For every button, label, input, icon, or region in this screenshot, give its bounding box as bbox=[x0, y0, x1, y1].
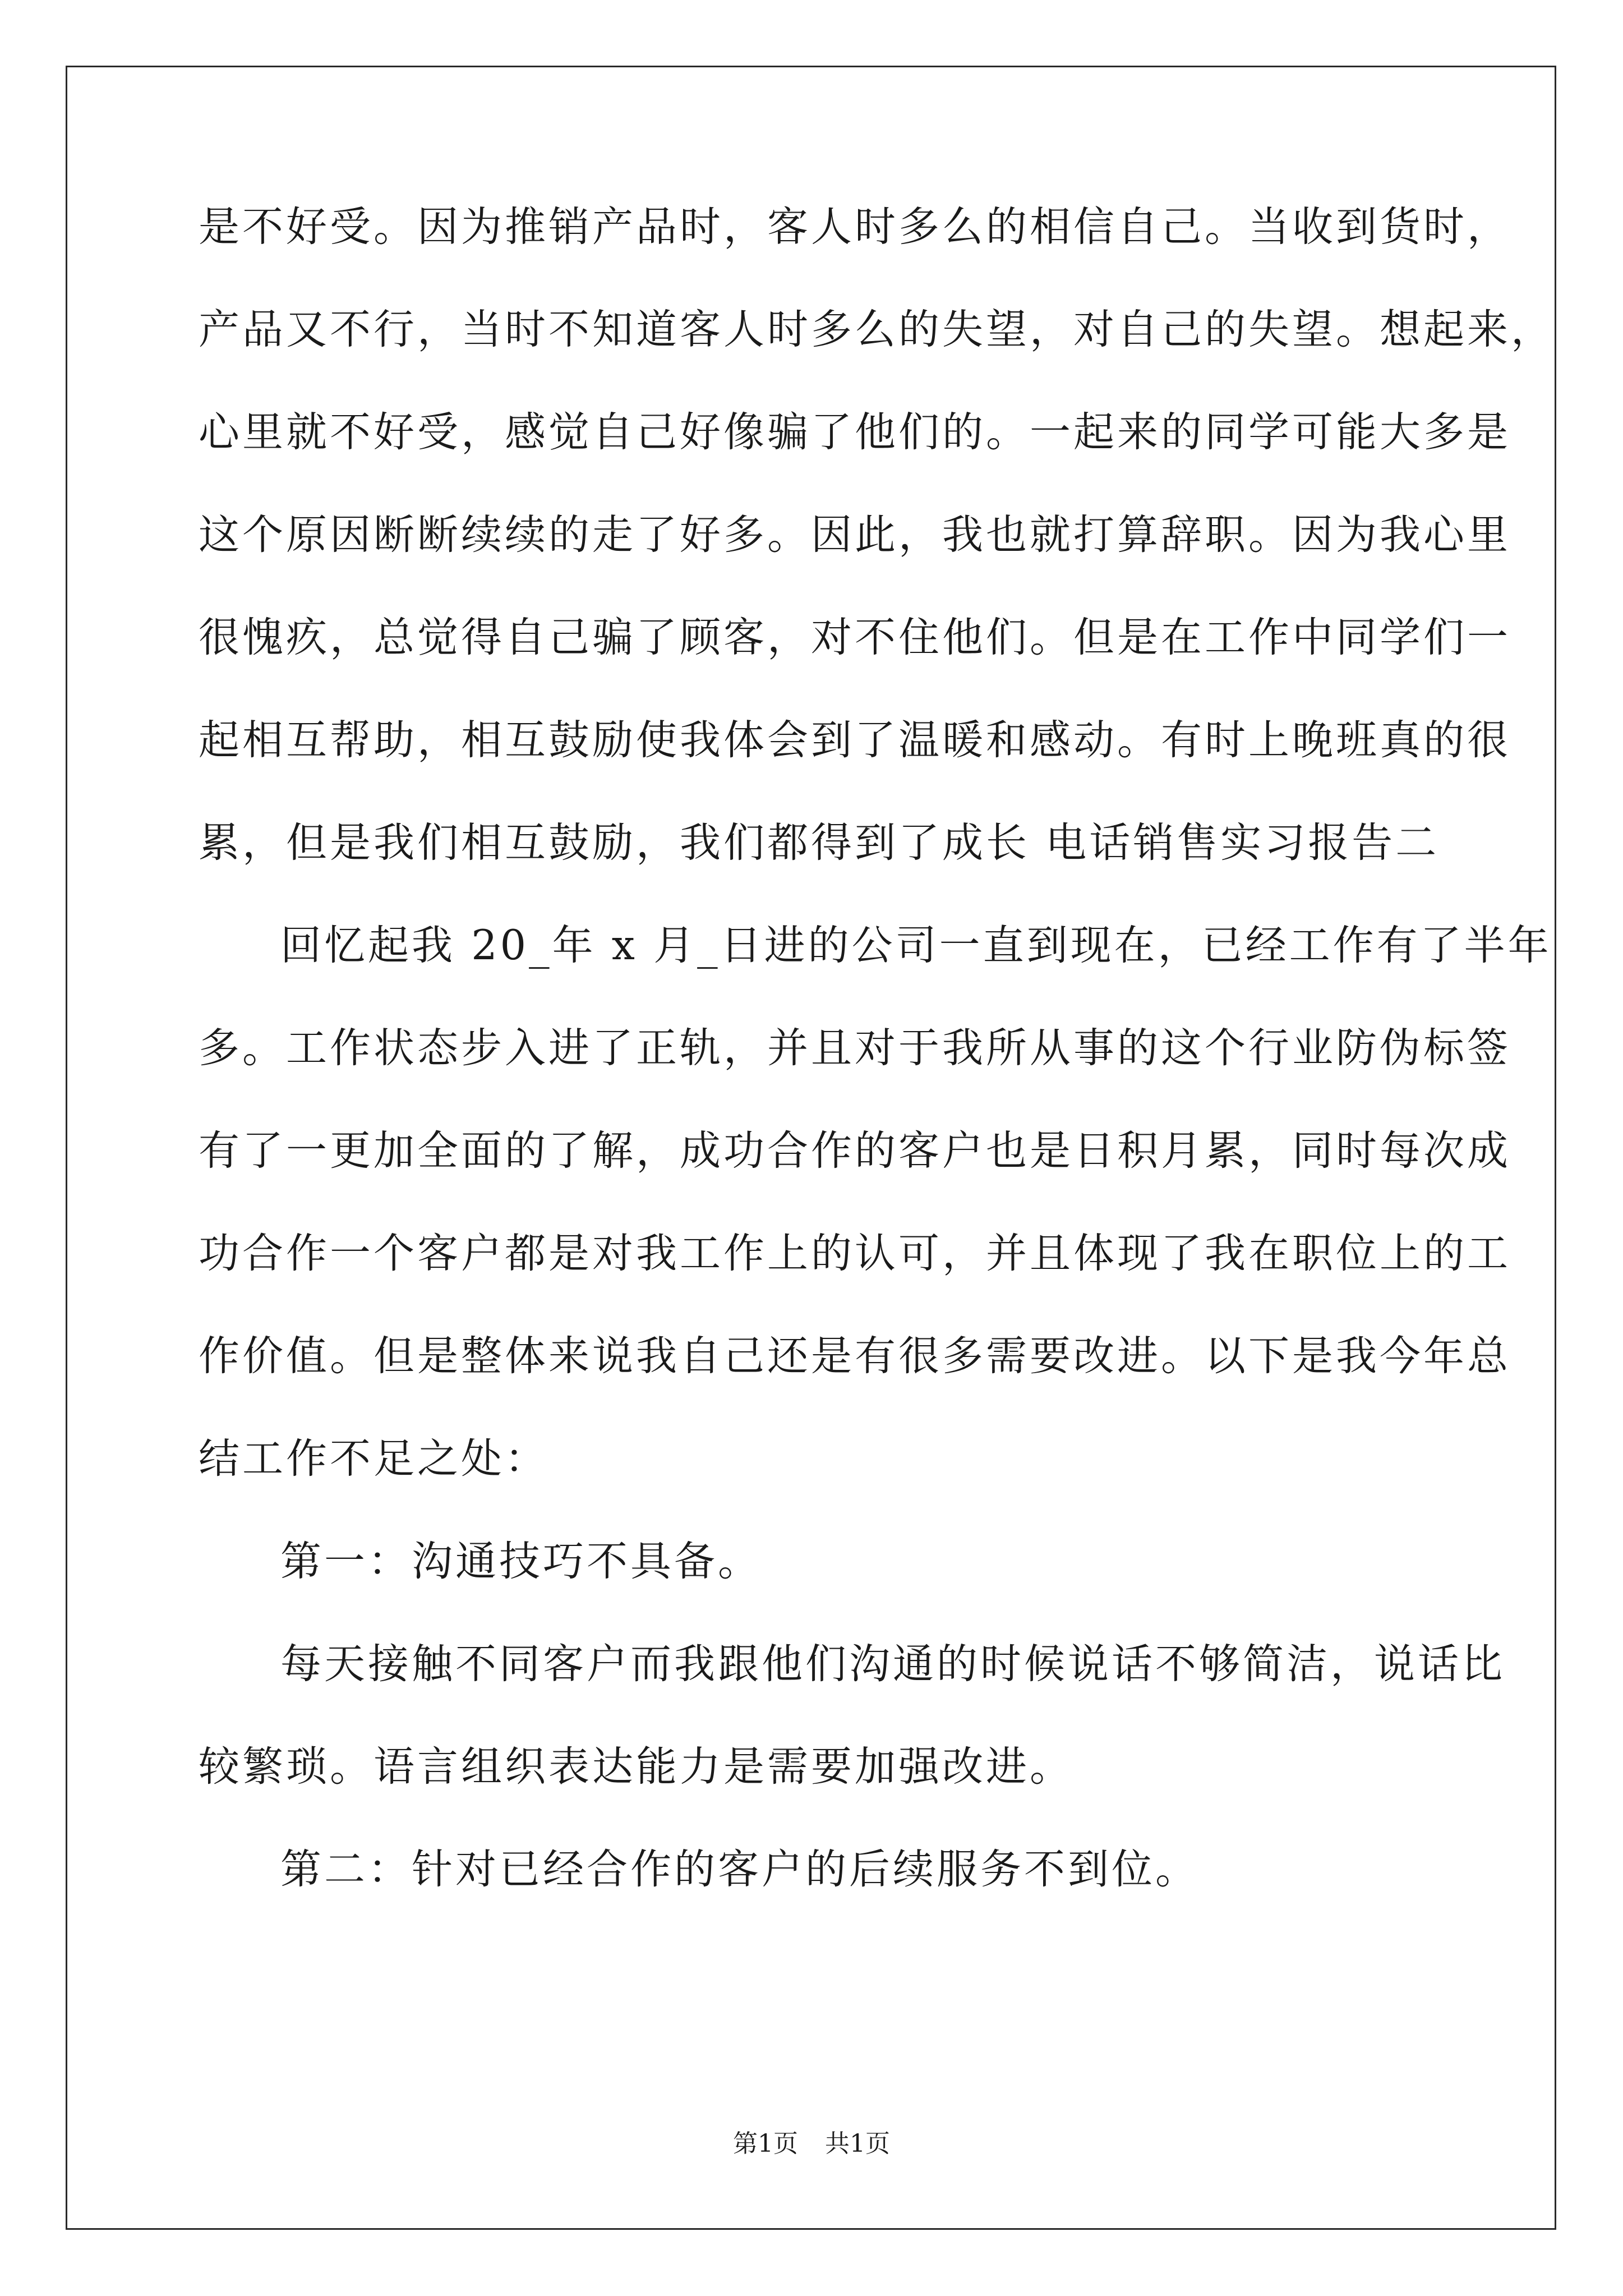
section-heading-line: 第一：沟通技巧不具备。 bbox=[280, 1538, 762, 1585]
page-number: 第1页 bbox=[733, 2129, 798, 2158]
text-line: 功合作一个客户都是对我工作上的认可，并且体现了我在职位上的工 bbox=[199, 1230, 1511, 1277]
section-heading-line: 第二：针对已经合作的客户的后续服务不到位。 bbox=[280, 1846, 1199, 1893]
text-line: 是不好受。因为推销产品时，客人时多么的相信自己。当收到货时， bbox=[199, 203, 1511, 251]
paragraph-start-line: 回忆起我 20_年 x 月_日进的公司一直到现在，已经工作有了半年 bbox=[280, 922, 1552, 969]
text-line: 累，但是我们相互鼓励，我们都得到了成长 电话销售实习报告二 bbox=[199, 819, 1440, 867]
text-line: 心里就不好受，感觉自己好像骗了他们的。一起来的同学可能大多是 bbox=[199, 408, 1511, 456]
text-line: 较繁琐。语言组织表达能力是需要加强改进。 bbox=[199, 1743, 1073, 1791]
page-total: 共1页 bbox=[825, 2129, 890, 2158]
text-line: 起相互帮助，相互鼓励使我体会到了温暖和感动。有时上晚班真的很 bbox=[199, 716, 1511, 764]
text-line: 很愧疚，总觉得自己骗了顾客，对不住他们。但是在工作中同学们一 bbox=[199, 614, 1511, 661]
text-line: 结工作不足之处： bbox=[199, 1435, 548, 1483]
text-line: 多。工作状态步入进了正轨，并且对于我所从事的这个行业防伪标签 bbox=[199, 1024, 1511, 1072]
text-line: 产品又不行，当时不知道客人时多么的失望，对自己的失望。想起来， bbox=[199, 306, 1555, 353]
page-footer bbox=[0, 2123, 1623, 2159]
paragraph-start-line: 每天接触不同客户而我跟他们沟通的时候说话不够简洁，说话比 bbox=[280, 1640, 1505, 1688]
text-line: 作价值。但是整体来说我自己还是有很多需要改进。以下是我今年总 bbox=[199, 1332, 1511, 1380]
text-line: 有了一更加全面的了解，成功合作的客户也是日积月累，同时每次成 bbox=[199, 1127, 1511, 1175]
text-line: 这个原因断断续续的走了好多。因此，我也就打算辞职。因为我心里 bbox=[199, 511, 1511, 559]
